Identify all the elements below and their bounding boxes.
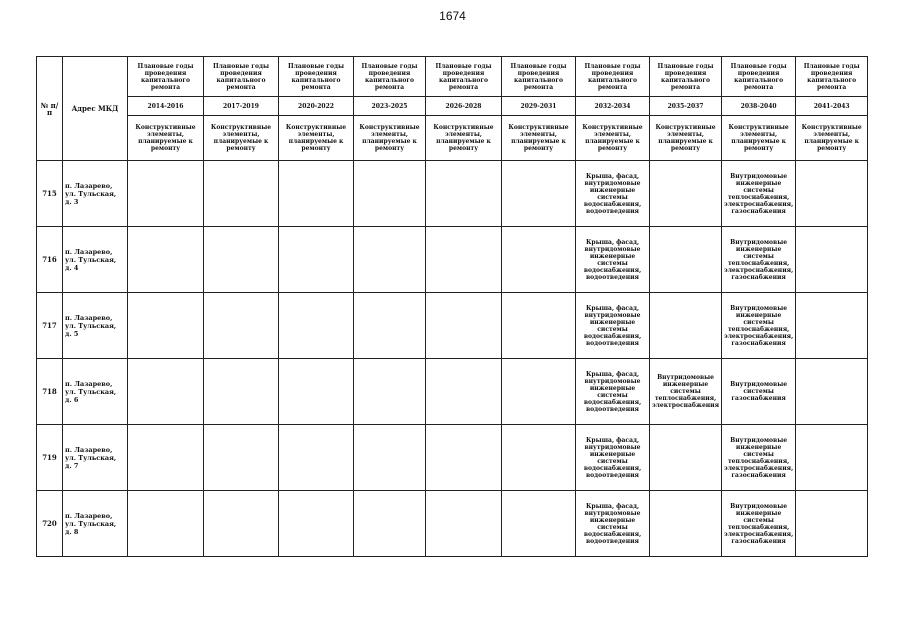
planned-years-title: Плановые годы проведения капитального ремонта — [204, 57, 279, 97]
table-cell — [426, 359, 502, 425]
table-row — [37, 293, 868, 359]
elements-label: Конструктивные элементы, планируемые к ремонту — [426, 116, 502, 161]
table-cell — [354, 293, 426, 359]
table-cell — [426, 161, 502, 227]
table-cell — [204, 359, 279, 425]
table-cell — [426, 293, 502, 359]
row-number: 716 — [37, 227, 63, 293]
elements-label: Конструктивные элементы, планируемые к ремонту — [650, 116, 722, 161]
table-cell — [426, 227, 502, 293]
table-cell — [502, 293, 576, 359]
table-cell: Крыша, фасад, внутридомовые инженерные системы водоснабжения, водоотведения — [576, 227, 650, 293]
table-cell — [650, 227, 722, 293]
planned-years-title: Плановые годы проведения капитального ремонта — [650, 57, 722, 97]
table-cell — [279, 227, 354, 293]
table-cell: Внутридомовые инженерные системы теплоснабжения, электроснабжения, газоснабжения — [722, 293, 796, 359]
elements-label: Конструктивные элементы, планируемые к ремонту — [576, 116, 650, 161]
table-cell — [279, 161, 354, 227]
row-address: п. Лазарево, ул. Тульская, д. 3 — [63, 161, 128, 227]
table-row — [37, 359, 868, 425]
table-cell — [279, 491, 354, 557]
table-cell — [796, 227, 868, 293]
table-cell — [650, 425, 722, 491]
period-label: 2023-2025 — [354, 97, 426, 116]
table-cell — [796, 359, 868, 425]
table-cell — [204, 293, 279, 359]
table-cell: Крыша, фасад, внутридомовые инженерные системы водоснабжения, водоотведения — [576, 425, 650, 491]
row-address: п. Лазарево, ул. Тульская, д. 4 — [63, 227, 128, 293]
period-label: 2020-2022 — [279, 97, 354, 116]
elements-label: Конструктивные элементы, планируемые к ремонту — [722, 116, 796, 161]
table-cell: Внутридомовые инженерные системы теплоснабжения, электроснабжения, газоснабжения — [722, 425, 796, 491]
period-label: 2035-2037 — [650, 97, 722, 116]
elements-label: Конструктивные элементы, планируемые к ремонту — [354, 116, 426, 161]
repair-plan-table — [36, 56, 868, 557]
header-row-titles — [37, 57, 868, 97]
row-number: 720 — [37, 491, 63, 557]
row-address: п. Лазарево, ул. Тульская, д. 8 — [63, 491, 128, 557]
header-row-elements — [37, 116, 868, 161]
table-cell — [502, 359, 576, 425]
table-row — [37, 227, 868, 293]
planned-years-title: Плановые годы проведения капитального ремонта — [502, 57, 576, 97]
row-number: 718 — [37, 359, 63, 425]
planned-years-title: Плановые годы проведения капитального ремонта — [426, 57, 502, 97]
table-cell — [502, 425, 576, 491]
period-label: 2026-2028 — [426, 97, 502, 116]
table-row — [37, 161, 868, 227]
col-address-header: Адрес МКД — [63, 57, 128, 161]
table-cell — [279, 359, 354, 425]
elements-label: Конструктивные элементы, планируемые к ремонту — [796, 116, 868, 161]
table-cell — [354, 491, 426, 557]
table-cell — [354, 227, 426, 293]
table-cell — [502, 161, 576, 227]
table-cell — [128, 161, 204, 227]
table-cell: Крыша, фасад, внутридомовые инженерные системы водоснабжения, водоотведения — [576, 359, 650, 425]
row-number: 719 — [37, 425, 63, 491]
page-number: 1674 — [439, 9, 466, 23]
planned-years-title: Плановые годы проведения капитального ремонта — [128, 57, 204, 97]
table-cell — [796, 425, 868, 491]
table-cell — [796, 491, 868, 557]
elements-label: Конструктивные элементы, планируемые к ремонту — [279, 116, 354, 161]
table-row — [37, 425, 868, 491]
period-label: 2017-2019 — [204, 97, 279, 116]
table-cell — [354, 359, 426, 425]
period-label: 2014-2016 — [128, 97, 204, 116]
table-cell — [204, 491, 279, 557]
table-cell — [128, 491, 204, 557]
table-cell — [796, 293, 868, 359]
table-cell — [502, 491, 576, 557]
period-label: 2032-2034 — [576, 97, 650, 116]
table-cell — [354, 161, 426, 227]
row-address: п. Лазарево, ул. Тульская, д. 6 — [63, 359, 128, 425]
table-cell — [650, 491, 722, 557]
table-cell — [279, 425, 354, 491]
row-number: 717 — [37, 293, 63, 359]
table-cell — [650, 161, 722, 227]
row-number: 715 — [37, 161, 63, 227]
period-label: 2041-2043 — [796, 97, 868, 116]
header-row-periods — [37, 97, 868, 116]
table-cell: Крыша, фасад, внутридомовые инженерные системы водоснабжения, водоотведения — [576, 491, 650, 557]
table-cell — [426, 491, 502, 557]
planned-years-title: Плановые годы проведения капитального ремонта — [354, 57, 426, 97]
elements-label: Конструктивные элементы, планируемые к ремонту — [204, 116, 279, 161]
table-cell — [650, 293, 722, 359]
table-cell: Крыша, фасад, внутридомовые инженерные системы водоснабжения, водоотведения — [576, 293, 650, 359]
planned-years-title: Плановые годы проведения капитального ремонта — [722, 57, 796, 97]
table-row — [37, 491, 868, 557]
elements-label: Конструктивные элементы, планируемые к ремонту — [502, 116, 576, 161]
planned-years-title: Плановые годы проведения капитального ремонта — [576, 57, 650, 97]
table-cell — [204, 161, 279, 227]
table-cell — [204, 425, 279, 491]
table-cell — [502, 227, 576, 293]
table-cell: Внутридомовые инженерные системы теплоснабжения, электроснабжения, газоснабжения — [722, 491, 796, 557]
table-cell — [796, 161, 868, 227]
table-cell: Внутридомовые инженерные системы теплоснабжения, электроснабжения, газоснабжения — [722, 161, 796, 227]
table-cell — [354, 425, 426, 491]
table-cell: Крыша, фасад, внутридомовые инженерные системы водоснабжения, водоотведения — [576, 161, 650, 227]
elements-label: Конструктивные элементы, планируемые к ремонту — [128, 116, 204, 161]
table-cell — [128, 227, 204, 293]
table-cell — [279, 293, 354, 359]
planned-years-title: Плановые годы проведения капитального ремонта — [796, 57, 868, 97]
table-cell — [128, 293, 204, 359]
planned-years-title: Плановые годы проведения капитального ремонта — [279, 57, 354, 97]
col-number-header: № п/п — [37, 57, 63, 161]
table-cell: Внутридомовые инженерные системы теплоснабжения, электроснабжения — [650, 359, 722, 425]
table-cell — [204, 227, 279, 293]
table-cell — [128, 425, 204, 491]
table-cell — [426, 425, 502, 491]
table-cell: Внутридомовые системы газоснабжения — [722, 359, 796, 425]
table-cell: Внутридомовые инженерные системы теплоснабжения, электроснабжения, газоснабжения — [722, 227, 796, 293]
table-cell — [128, 359, 204, 425]
period-label: 2029-2031 — [502, 97, 576, 116]
row-address: п. Лазарево, ул. Тульская, д. 5 — [63, 293, 128, 359]
period-label: 2038-2040 — [722, 97, 796, 116]
row-address: п. Лазарево, ул. Тульская, д. 7 — [63, 425, 128, 491]
